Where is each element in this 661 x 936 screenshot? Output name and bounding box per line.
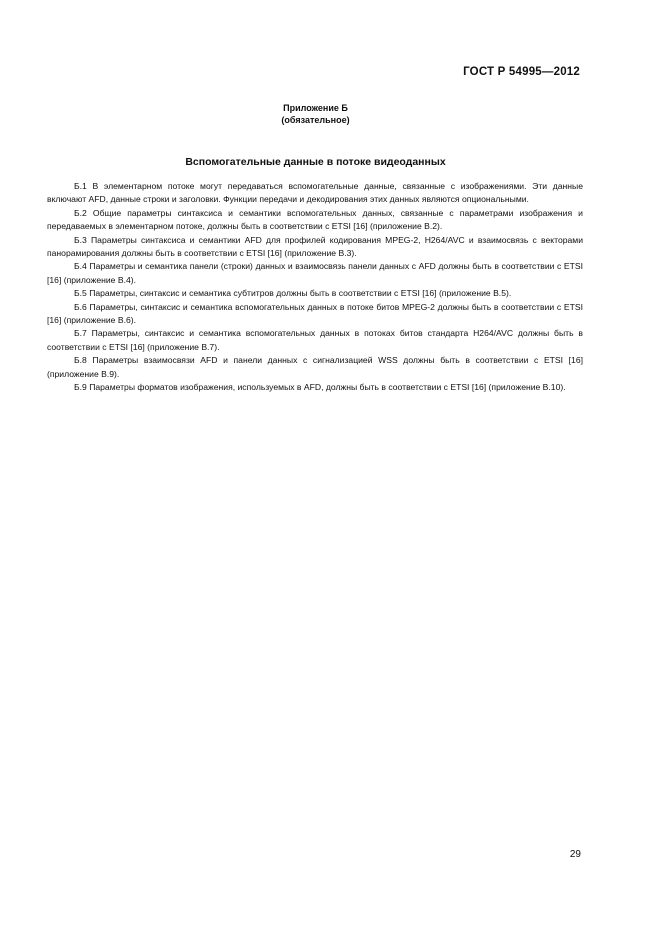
paragraph-b4: Б.4 Параметры и семантика панели (строки) данных и взаимосвязь панели данных с AFD должны быть в соответствии с ETSI [16] (приложение В.4).	[47, 261, 583, 285]
page-number: 29	[569, 849, 581, 860]
appendix-heading	[0, 102, 631, 126]
paragraph-b8: Б.8 Параметры взаимосвязи AFD и панели данных с сигнализацией WSS должны быть в соответствии с ETSI [16] (приложение В.9).	[47, 355, 583, 379]
appendix-title: Приложение Б	[283, 103, 348, 113]
appendix-status: (обязательное)	[281, 115, 350, 125]
paragraph-b1: Б.1 В элементарном потоке могут передаваться вспомогательные данные, связанные с изображениями. Эти данные включают AFD, данные строки и заголовки. Функции передачи и декодирования этих данных являются опциональными.	[47, 181, 583, 205]
paragraph-b3: Б.3 Параметры синтаксиса и семантики AFD для профилей кодирования MPEG-2, H264/AVC и взаимосвязь с векторами панорамирования должны быть в соответствии с ETSI [16] (приложение В.3).	[47, 234, 583, 259]
body-text	[47, 180, 583, 395]
section-title: Вспомогательные данные в потоке видеоданных	[185, 156, 446, 168]
standard-code-header: ГОСТ Р 54995—2012	[463, 66, 580, 78]
paragraph-b2: Б.2 Общие параметры синтаксиса и семантики вспомогательных данных, связанные с параметрами изображения и передаваемых в элементарном потоке, должны быть в соответствии с ETSI [16] (приложение В.2).	[47, 207, 583, 232]
paragraph-b6: Б.6 Параметры, синтаксис и семантика вспомогательных данных в потоке битов MPEG-2 должны быть в соответствии с ETSI [16] (приложение В.6).	[47, 301, 583, 326]
paragraph-b7: Б.7 Параметры, синтаксис и семантика вспомогательных данных в потоках битов стандарта H264/AVC должны быть в соответствии с ETSI [16] (приложение В.7).	[47, 328, 583, 352]
paragraph-b5: Б.5 Параметры, синтаксис и семантика субтитров должны быть в соответствии с ETSI [16] (приложение В.5).	[74, 288, 512, 299]
paragraph-b9: Б.9 Параметры форматов изображения, используемых в AFD, должны быть в соответствии с ETSI [16] (приложение В.10).	[74, 382, 566, 393]
